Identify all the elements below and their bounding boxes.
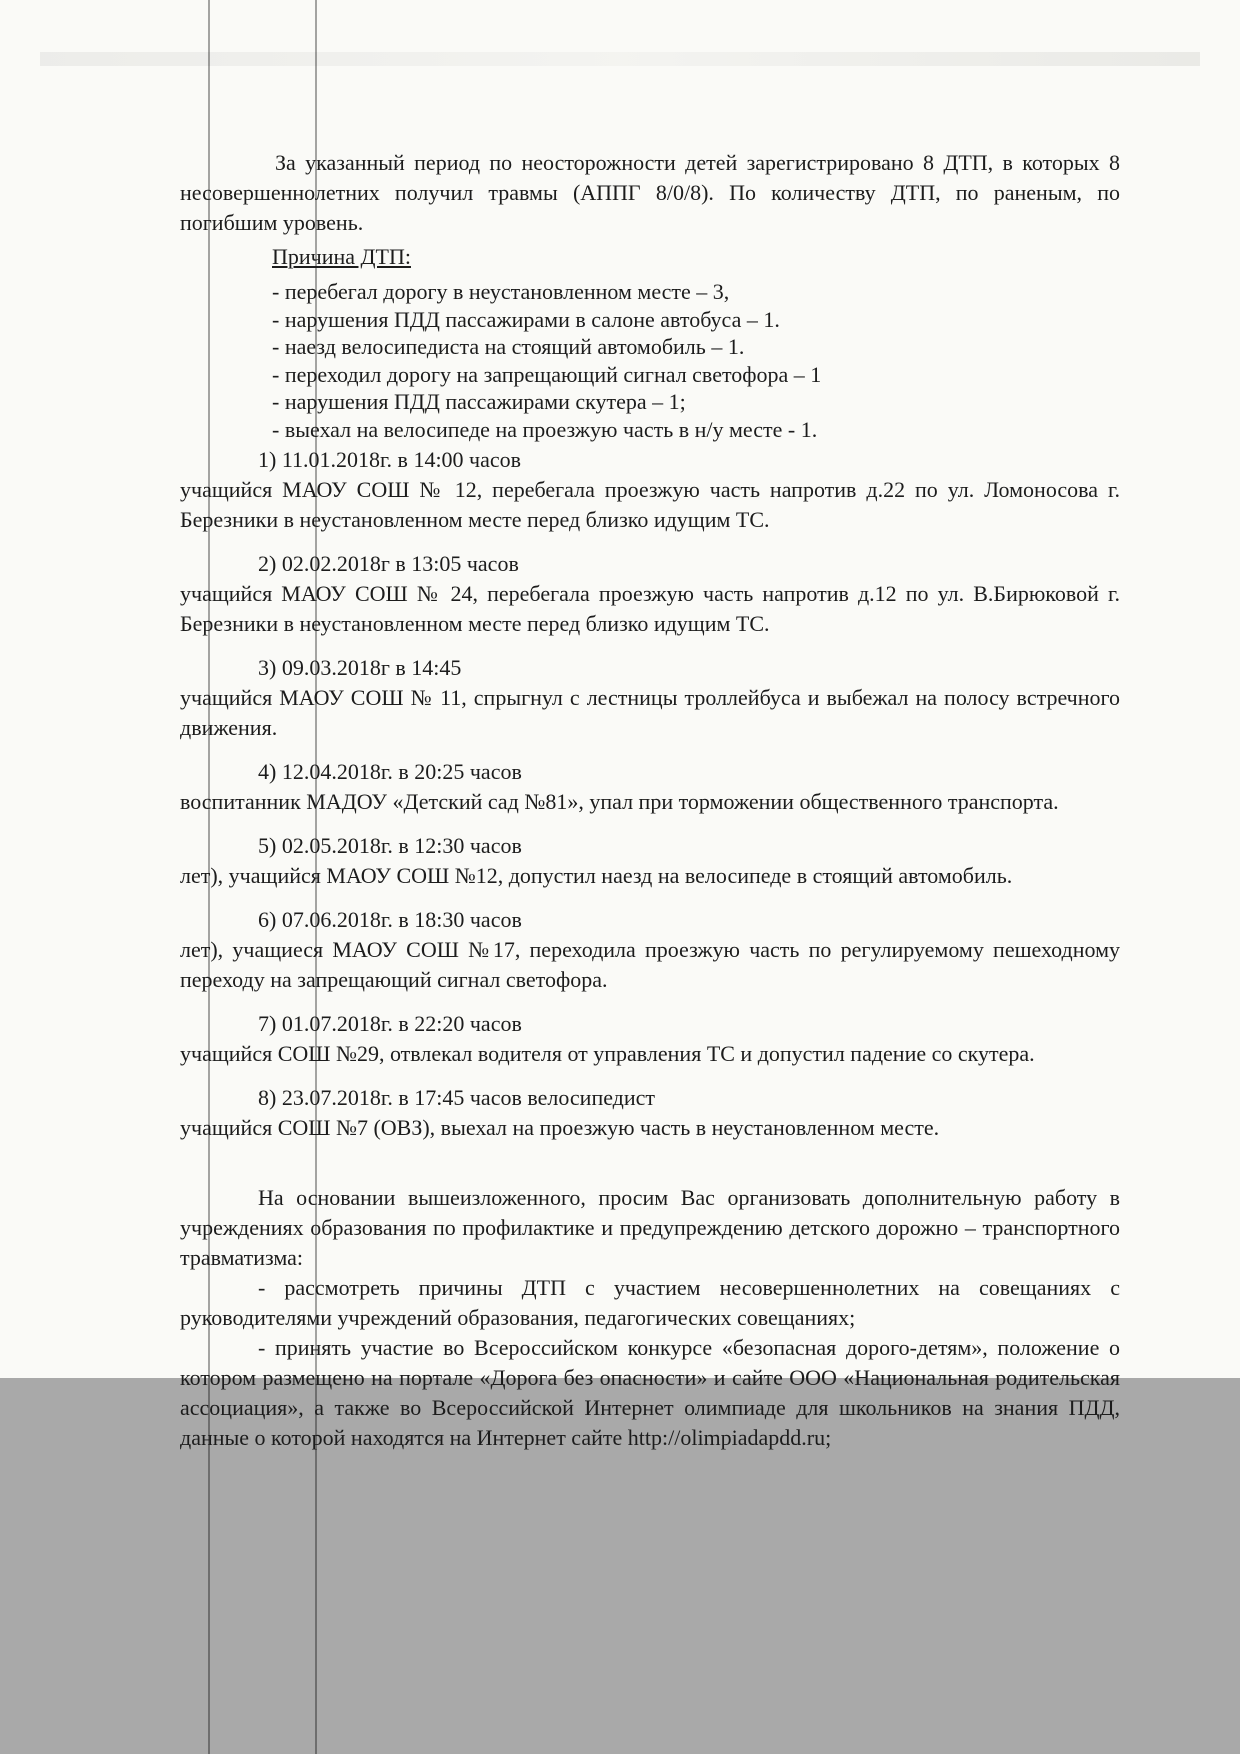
causes-heading: Причина ДТП: — [272, 244, 411, 269]
incident-body: учащийся МАОУ СОШ № 12, перебегала проезжую часть напротив д.22 по ул. Ломоносова г. Березники в неустановленном месте перед близко идущим ТС. — [180, 477, 1120, 532]
action-item — [180, 1333, 1120, 1453]
incident-body: учащийся МАОУ СОШ № 24, перебегала проезжую часть напротив д.12 по ул. В.Бирюковой г. Березники в неустановленном месте перед близко идущим ТС. — [180, 581, 1120, 636]
incident-body: учащийся МАОУ СОШ № 11, спрыгнул с лестницы троллейбуса и выбежал на полосу встречного движения. — [180, 685, 1120, 740]
incident-body: лет), учащийся МАОУ СОШ №12, допустил наезд на велосипеде в стоящий автомобиль. — [180, 863, 1013, 888]
cause-item: - переходил дорогу на запрещающий сигнал светофора – 1 — [272, 361, 822, 387]
incident-header: 6) 07.06.2018г. в 18:30 часов — [258, 907, 522, 932]
action-item-text: - принять участие во Всероссийском конкурсе «безопасная дорого-детям», положение о котором размещено на портале «Дорога без опасности» и сайте ООО «Национальная родительская ассоциация», а также во Всероссийской Интернет олимпиаде для школьников на знания ПДД, данные о которой находятся на Интернет сайте — [180, 1335, 1120, 1450]
cause-item: - нарушения ПДД пассажирами в салоне автобуса – 1. — [272, 306, 780, 332]
action-item: - рассмотреть причины ДТП с участием несовершеннолетних на совещаниях с руководителями учреждений образования, педагогических совещаниях; — [180, 1275, 1120, 1330]
cause-item: - перебегал дорогу в неустановленном месте – 3, — [272, 279, 730, 304]
incident-header: 4) 12.04.2018г. в 20:25 часов — [258, 759, 522, 784]
causes-list — [180, 278, 1120, 443]
cause-item: - выехал на велосипеде на проезжую часть в н/у месте - 1. — [272, 416, 818, 442]
incident-body: учащийся СОШ №29, отвлекал водителя от управления ТС и допустил падение со скутера. — [180, 1041, 1035, 1066]
incident-header: 5) 02.05.2018г. в 12:30 часов — [258, 833, 522, 858]
olimpiada-link[interactable]: http://olimpiadapdd.ru — [627, 1425, 826, 1450]
document-body — [180, 148, 1120, 1453]
incident-header: 8) 23.07.2018г. в 17:45 часов велосипедист — [258, 1085, 656, 1110]
incident-header: 3) 09.03.2018г в 14:45 — [258, 655, 462, 680]
incident-header: 1) 11.01.2018г. в 14:00 часов — [258, 447, 522, 472]
intro-paragraph: За указанный период по неосторожности детей зарегистрировано 8 ДТП, в которых 8 несовершеннолетних получил травмы (АППГ 8/0/8). По количеству ДТП, по раненым, по погибшим уровень. — [180, 150, 1120, 235]
cause-item: - нарушения ПДД пассажирами скутера – 1; — [272, 389, 686, 414]
incident-header: 7) 01.07.2018г. в 22:20 часов — [258, 1011, 522, 1036]
incident-body: учащийся СОШ №7 (ОВЗ), выехал на проезжую часть в неустановленном месте. — [180, 1115, 940, 1140]
incident-header: 2) 02.02.2018г в 13:05 часов — [258, 551, 519, 576]
incident-body: лет), учащиеся МАОУ СОШ №17, переходила проезжую часть по регулируемому пешеходному переходу на запрещающий сигнал светофора. — [180, 937, 1120, 992]
action-item-suffix: ; — [825, 1425, 832, 1450]
incident-body: воспитанник МАДОУ «Детский сад №81», упал при торможении общественного транспорта. — [180, 789, 1059, 814]
scan-artifact-top — [40, 52, 1200, 66]
cause-item: - наезд велосипедиста на стоящий автомобиль – 1. — [272, 334, 745, 359]
closing-paragraph: На основании вышеизложенного, просим Вас организовать дополнительную работу в учреждениях образования по профилактике и предупреждению детского дорожно – транспортного травматизма: — [180, 1185, 1120, 1270]
